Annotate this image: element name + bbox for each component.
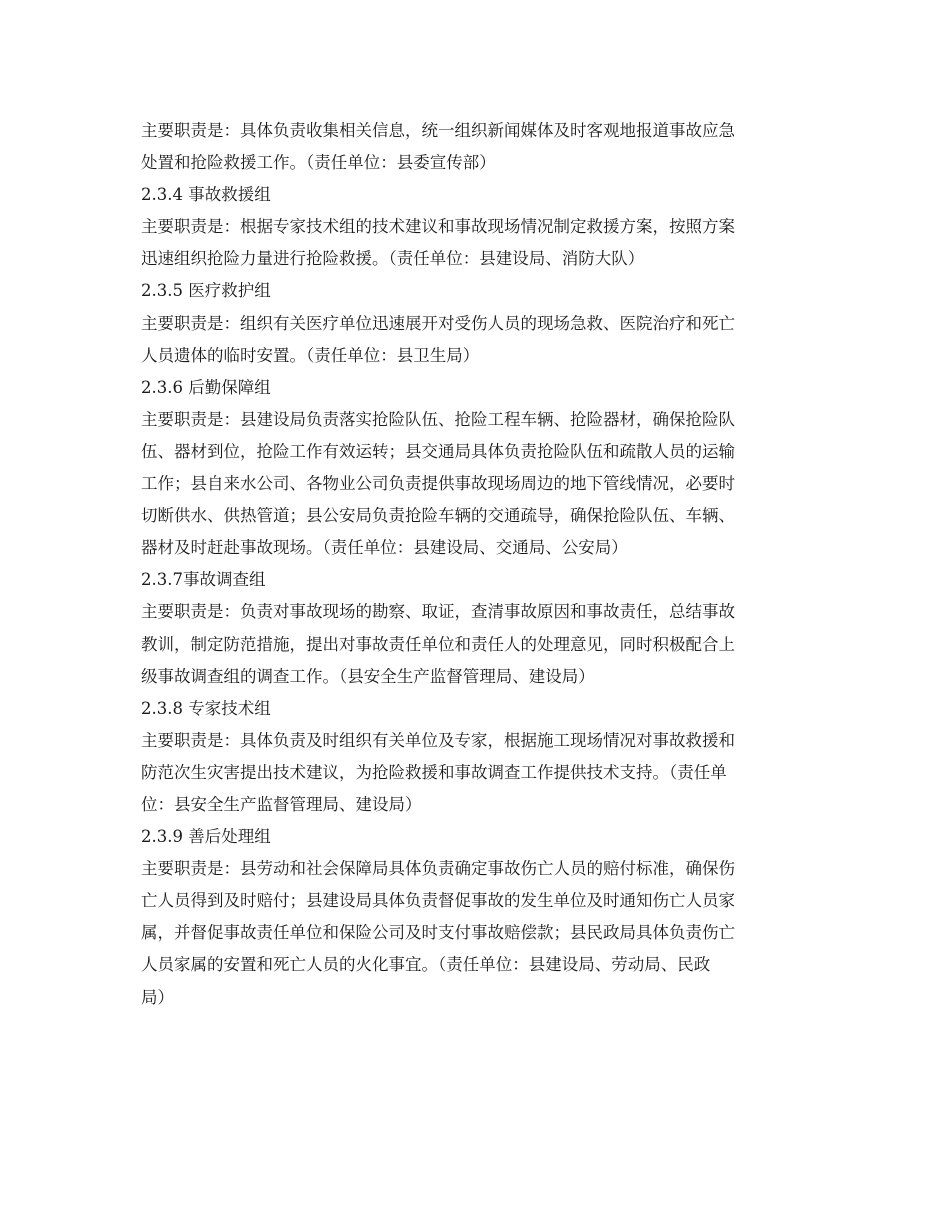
- text-line: 位：县安全生产监督管理局、建设局）: [141, 794, 422, 814]
- paragraph: [141, 596, 816, 692]
- text-line: 人员遗体的临时安置。（责任单位：县卫生局）: [141, 345, 480, 365]
- section-heading: 2.3.6 后勤保障组: [141, 377, 271, 397]
- text-line: 处置和抢险救援工作。（责任单位：县委宣传部）: [141, 153, 496, 173]
- text-line: 属，并督促事故责任单位和保险公司及时支付事故赔偿款；县民政局具体负责伤亡: [141, 923, 735, 943]
- text-line: 主要职责是：具体负责及时组织有关单位及专家，根据施工现场情况对事故救援和: [141, 730, 735, 750]
- text-line: 工作；县自来水公司、各物业公司负责提供事故现场周边的地下管线情况，必要时: [141, 474, 735, 494]
- text-line: 主要职责是：县建设局负责落实抢险队伍、抢险工程车辆、抢险器材，确保抢险队: [141, 409, 735, 429]
- paragraph: [141, 725, 816, 821]
- text-line: 防范次生灾害提出技术建议，为抢险救援和事故调查工作提供技术支持。（责任单: [141, 762, 727, 782]
- text-line: 主要职责是：具体负责收集相关信息，统一组织新闻媒体及时客观地报道事故应急: [141, 121, 735, 140]
- section-heading: 2.3.5 医疗救护组: [141, 281, 271, 301]
- text-line: 级事故调查组的调查工作。（县安全生产监督管理局、建设局）: [141, 666, 595, 686]
- text-line: 伍、器材到位，抢险工作有效运转；县交通局具体负责抢险队伍和疏散人员的运输: [141, 441, 735, 461]
- text-line: 主要职责是：县劳动和社会保障局具体负责确定事故伤亡人员的赔付标准，确保伤: [141, 859, 735, 879]
- paragraph: [141, 853, 816, 1013]
- section-heading: 2.3.8 专家技术组: [141, 698, 271, 718]
- section-heading: 2.3.9 善后处理组: [141, 827, 271, 847]
- paragraph: [141, 115, 816, 179]
- text-line: 迅速组织抢险力量进行抢险救援。（责任单位：县建设局、消防大队）: [141, 249, 645, 269]
- paragraph: [141, 308, 816, 372]
- text-line: 切断供水、供热管道；县公安局负责抢险车辆的交通疏导，确保抢险队伍、车辆、: [141, 506, 735, 526]
- text-line: 人员家属的安置和死亡人员的火化事宜。（责任单位：县建设局、劳动局、民政: [141, 955, 711, 975]
- document-page: [141, 115, 816, 1014]
- text-line: 教训，制定防范措施，提出对事故责任单位和责任人的处理意见，同时积极配合上: [141, 634, 735, 654]
- text-line: 局）: [141, 987, 174, 1007]
- section-heading: 2.3.4 事故救援组: [141, 185, 271, 205]
- text-line: 主要职责是：组织有关医疗单位迅速展开对受伤人员的现场急救、医院治疗和死亡: [141, 313, 735, 333]
- section-heading: 2.3.7事故调查组: [141, 570, 266, 590]
- text-line: 主要职责是：负责对事故现场的勘察、取证，查清事故原因和事故责任，总结事故: [141, 602, 735, 622]
- paragraph: [141, 211, 816, 275]
- text-line: 主要职责是：根据专家技术组的技术建议和事故现场情况制定救援方案，按照方案: [141, 217, 735, 237]
- paragraph: [141, 404, 816, 564]
- text-line: 亡人员得到及时赔付；县建设局具体负责督促事故的发生单位及时通知伤亡人员家: [141, 891, 735, 911]
- text-line: 器材及时赶赴事故现场。（责任单位：县建设局、交通局、公安局）: [141, 538, 628, 558]
